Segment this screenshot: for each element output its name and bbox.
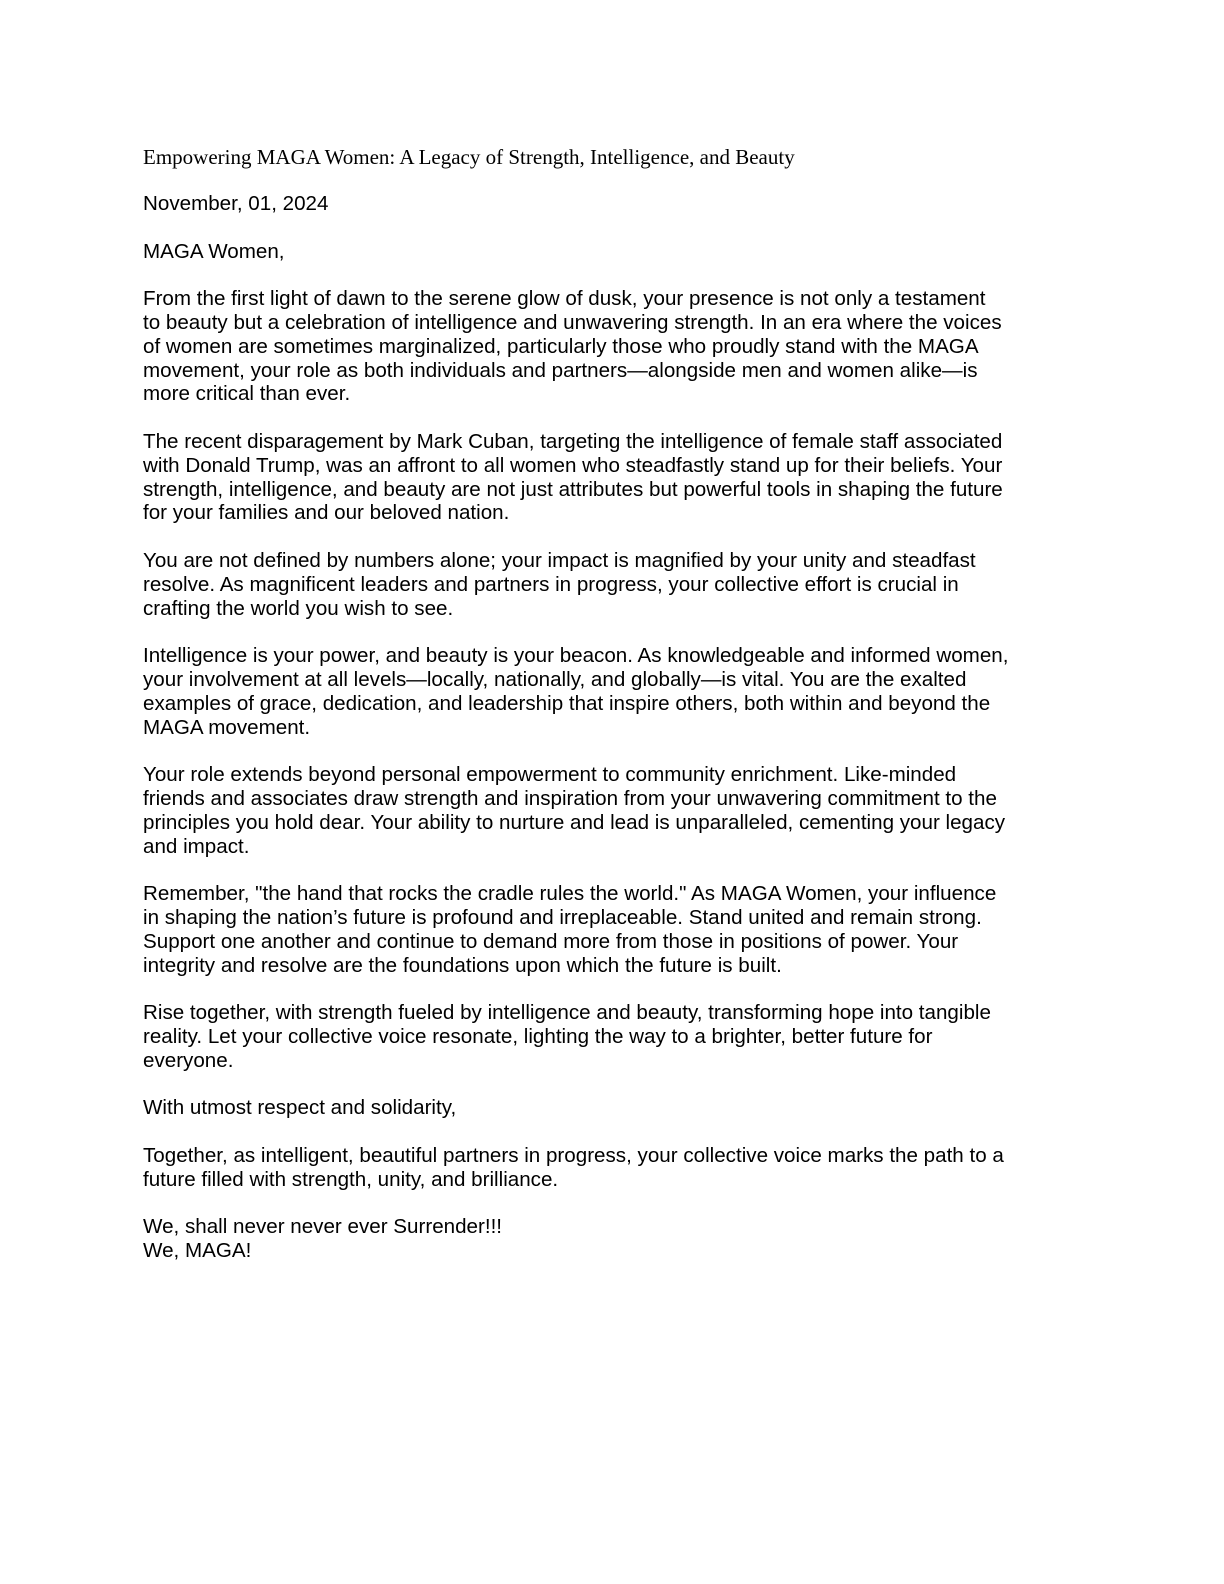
paragraph-line: more critical than ever. bbox=[143, 382, 351, 406]
paragraph-line: integrity and resolve are the foundations upon which the future is built. bbox=[143, 953, 782, 977]
letter-date: November, 01, 2024 bbox=[143, 192, 329, 215]
letter-title: Empowering MAGA Women: A Legacy of Strength, Intelligence, and Beauty bbox=[143, 145, 795, 169]
body-paragraph bbox=[143, 430, 1103, 525]
paragraph-line: future filled with strength, unity, and brilliance. bbox=[143, 1167, 559, 1191]
body-paragraph bbox=[143, 287, 1103, 406]
paragraph-line: With utmost respect and solidarity, bbox=[143, 1096, 457, 1120]
paragraph-line: crafting the world you wish to see. bbox=[143, 596, 454, 620]
paragraph-line: in shaping the nation’s future is profound and irreplaceable. Stand united and remain strong. bbox=[143, 905, 982, 929]
paragraph-line: reality. Let your collective voice resonate, lighting the way to a brighter, better future for bbox=[143, 1024, 933, 1048]
paragraph-line: principles you hold dear. Your ability to nurture and lead is unparalleled, cementing your legacy bbox=[143, 810, 1006, 834]
paragraph-line: From the first light of dawn to the serene glow of dusk, your presence is not only a testament bbox=[143, 287, 986, 311]
body-paragraph bbox=[143, 1096, 1103, 1120]
body-paragraph bbox=[143, 644, 1103, 739]
paragraph-line: Rise together, with strength fueled by intelligence and beauty, transforming hope into tangible bbox=[143, 1001, 991, 1025]
body-paragraph bbox=[143, 763, 1103, 858]
paragraph-line: Intelligence is your power, and beauty is your beacon. As knowledgeable and informed women, bbox=[143, 644, 1009, 668]
paragraph-line: Remember, "the hand that rocks the cradle rules the world." As MAGA Women, your influence bbox=[143, 882, 997, 906]
paragraph-line: to beauty but a celebration of intelligence and unwavering strength. In an era where the voices bbox=[143, 310, 1002, 334]
paragraph-line: resolve. As magnificent leaders and partners in progress, your collective effort is crucial in bbox=[143, 572, 959, 596]
closing bbox=[143, 1215, 1103, 1263]
body-paragraph bbox=[143, 549, 1103, 620]
paragraph-line: Support one another and continue to demand more from those in positions of power. Your bbox=[143, 929, 959, 953]
paragraph-line: and impact. bbox=[143, 834, 250, 858]
body-paragraph bbox=[143, 1001, 1103, 1072]
paragraph-line: strength, intelligence, and beauty are not just attributes but powerful tools in shaping the future bbox=[143, 477, 1003, 501]
salutation: MAGA Women, bbox=[143, 239, 285, 263]
paragraph-line: examples of grace, dedication, and leadership that inspire others, both within and beyond the bbox=[143, 691, 991, 715]
letter bbox=[143, 145, 1103, 1263]
paragraph-line: MAGA movement. bbox=[143, 715, 311, 739]
paragraph-line: your involvement at all levels—locally, nationally, and globally—is vital. You are the exalted bbox=[143, 667, 967, 691]
body-paragraph bbox=[143, 1144, 1103, 1192]
paragraph-line: Your role extends beyond personal empowerment to community enrichment. Like-minded bbox=[143, 763, 957, 787]
body-paragraph bbox=[143, 882, 1103, 977]
paragraph-line: with Donald Trump, was an affront to all women who steadfastly stand up for their beliefs. Your bbox=[143, 453, 1003, 477]
paragraph-line: everyone. bbox=[143, 1048, 234, 1072]
closing-line: We, shall never never ever Surrender!!! bbox=[143, 1215, 503, 1239]
paragraph-line: friends and associates draw strength and inspiration from your unwavering commitment to the bbox=[143, 786, 997, 810]
paragraph-line: You are not defined by numbers alone; your impact is magnified by your unity and steadfast bbox=[143, 548, 976, 572]
closing-line: We, MAGA! bbox=[143, 1239, 252, 1263]
paragraph-line: Together, as intelligent, beautiful partners in progress, your collective voice marks the path to a bbox=[143, 1143, 1004, 1167]
paragraph-line: movement, your role as both individuals and partners—alongside men and women alike—is bbox=[143, 358, 978, 382]
paragraph-line: for your families and our beloved nation. bbox=[143, 501, 510, 525]
paragraph-line: The recent disparagement by Mark Cuban, targeting the intelligence of female staff associated bbox=[143, 429, 1003, 453]
paragraph-line: of women are sometimes marginalized, particularly those who proudly stand with the MAGA bbox=[143, 334, 979, 358]
